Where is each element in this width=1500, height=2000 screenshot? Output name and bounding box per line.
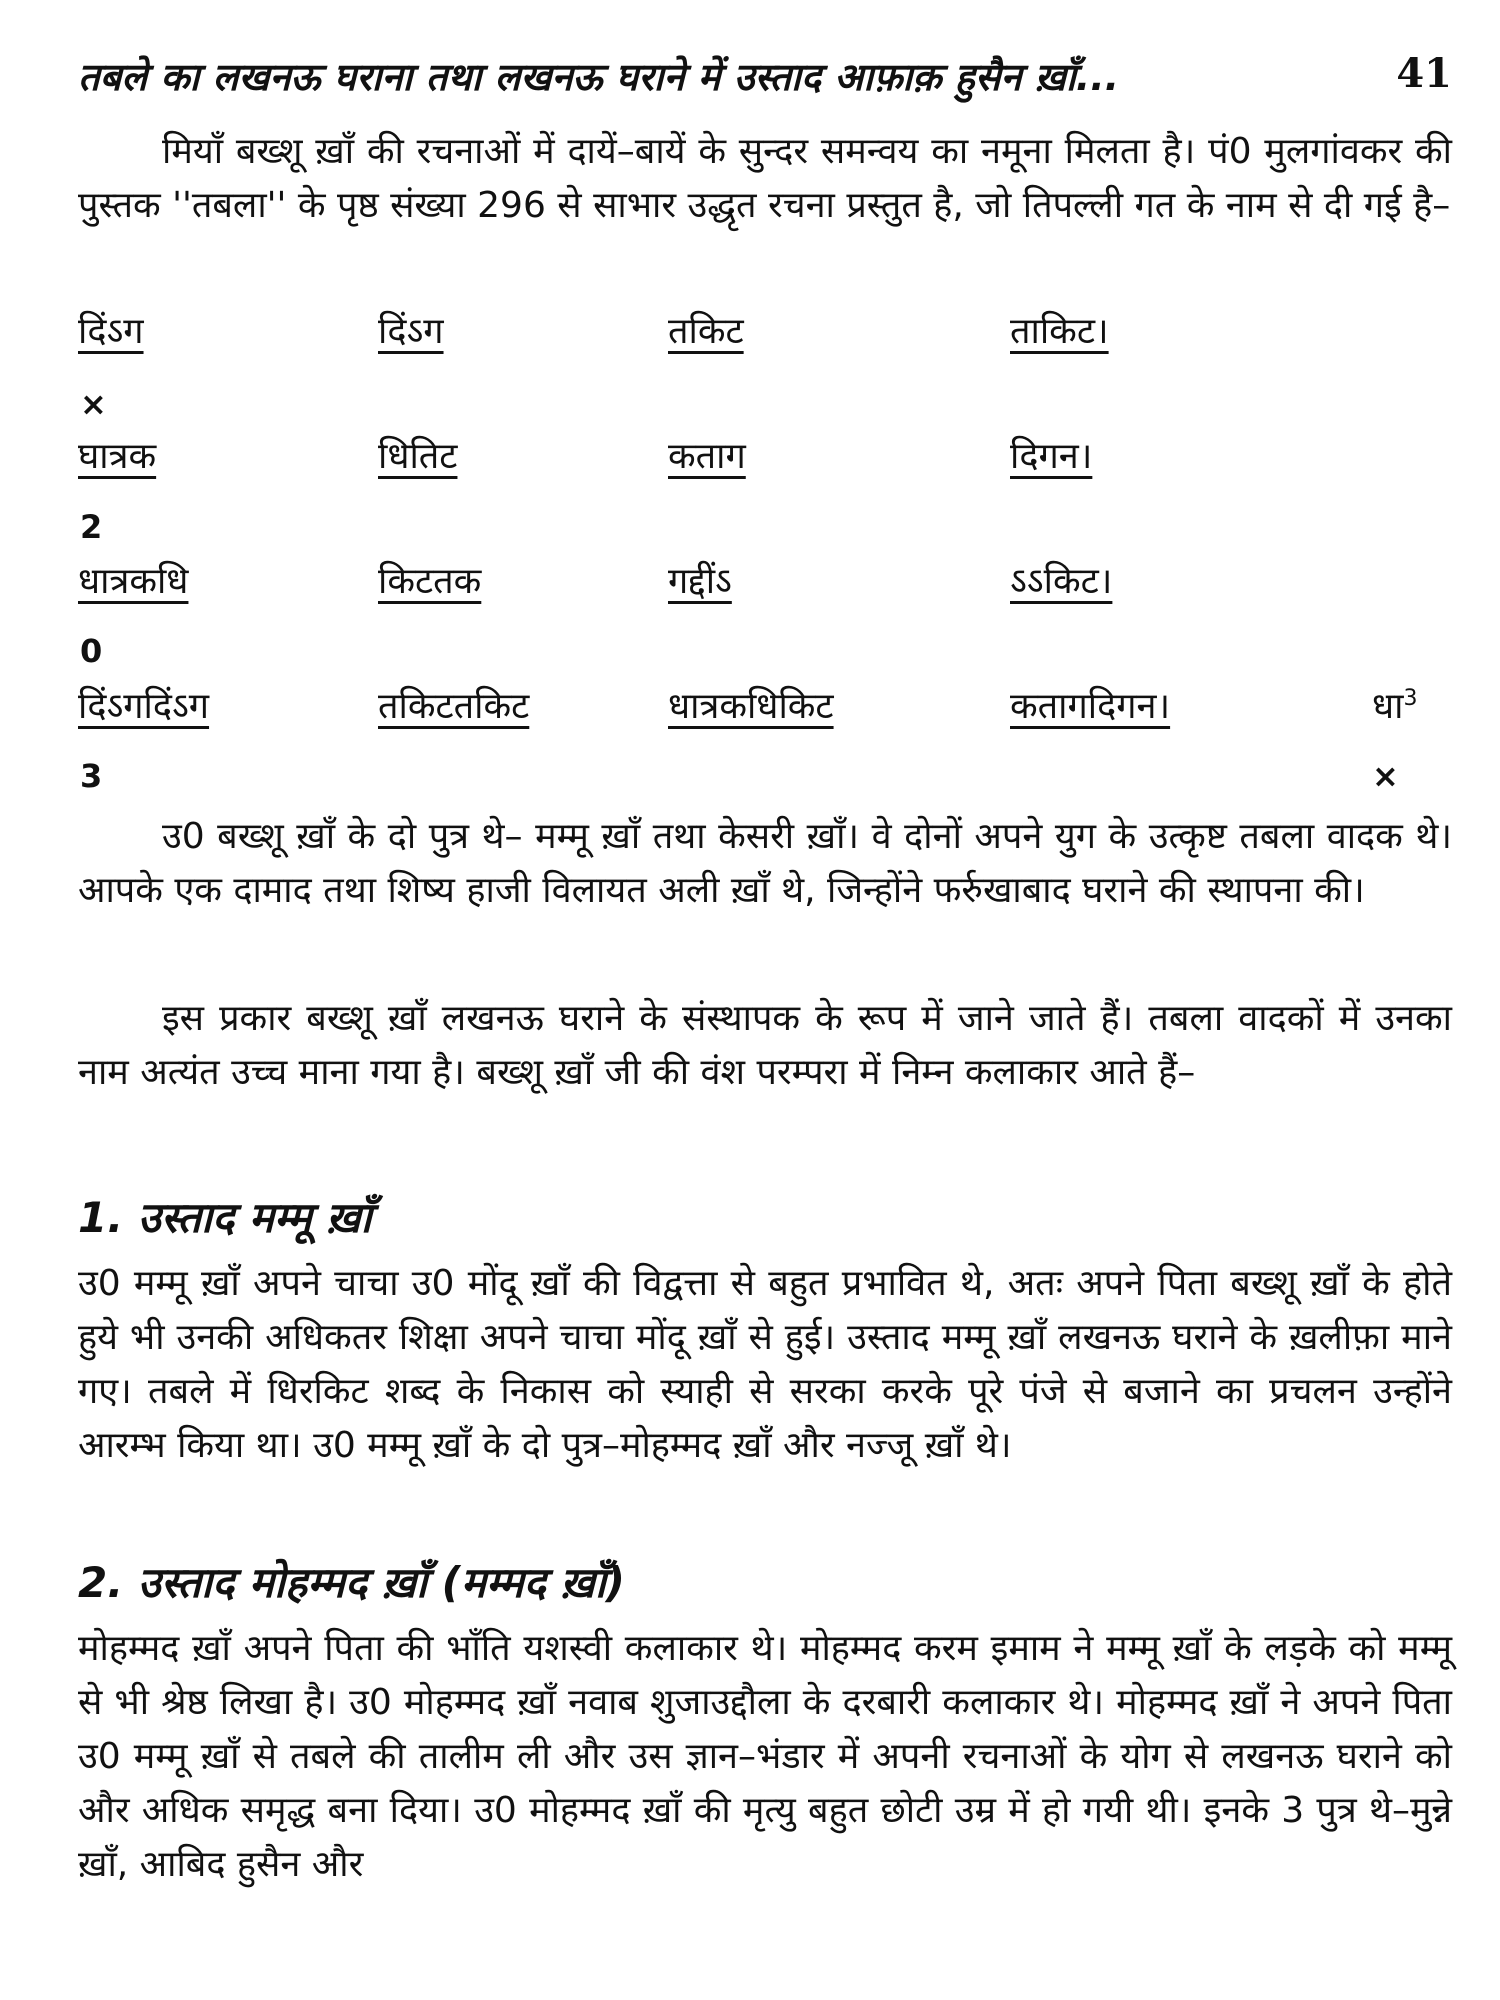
page-number: 41	[1396, 50, 1452, 97]
taal-mark: 2	[80, 508, 103, 546]
bol-cell: दिंऽग	[378, 311, 444, 352]
bol-cell: ऽऽकिट।	[1010, 561, 1113, 602]
bol-cell: तकिट	[668, 311, 744, 352]
page-header	[78, 50, 1452, 110]
sam-mark: ×	[1372, 757, 1399, 795]
bol-cell: कतागदिगन।	[1010, 686, 1171, 727]
bol-cell: दिंऽग	[78, 311, 144, 352]
paragraph-sons: उ0 बख्शू ख़ाँ के दो पुत्र थे– मम्मू ख़ाँ तथा केसरी ख़ाँ। वे दोनों अपने युग के उत्कृष्ट तबला वादक थे। आपके एक दामाद तथा शिष्य हाजी विलायत अली ख़ाँ थे, जिन्होंने फर्रुखाबाद घराने की स्थापना की।	[78, 816, 1452, 911]
taal-mark: ×	[80, 385, 107, 423]
sam-bol: धा$^3$	[1372, 686, 1418, 727]
section-heading-mohammad-khan: 2. उस्ताद मोहम्मद ख़ाँ (मम्मद ख़ाँ)	[78, 1558, 625, 1607]
bol-cell: दिगन।	[1010, 436, 1093, 477]
bol-cell: दिंऽगदिंऽग	[78, 686, 210, 727]
bol-cell: घात्रक	[78, 436, 157, 477]
bol-cell: किटतक	[378, 561, 482, 602]
taal-mark: 0	[80, 632, 103, 670]
bol-cell: धात्रकधिकिट	[668, 686, 834, 727]
bol-cell: ताकिट।	[1010, 311, 1109, 352]
running-title: तबले का लखनऊ घराना तथा लखनऊ घराने में उस्ताद आफ़ाक़ हुसैन ख़ाँ...	[78, 55, 1120, 99]
section-body-mammu-khan: उ0 मम्मू ख़ाँ अपने चाचा उ0 मोंदू ख़ाँ की विद्वत्ता से बहुत प्रभावित थे, अतः अपने पिता बख्शू ख़ाँ के होते हुये भी उनकी अधिकतर शिक्षा अपने चाचा मोंदू ख़ाँ से हुई। उस्ताद मम्मू ख़ाँ लखनऊ घराने के ख़लीफ़ा माने गए। तबले में धिरकिट शब्द के निकास को स्याही से सरका करके पूरे पंजे से बजाने का प्रचलन उन्होंने आरम्भ किया था। उ0 मम्मू ख़ाँ के दो पुत्र–मोहम्मद ख़ाँ और नज्जू ख़ाँ थे।	[78, 1263, 1452, 1466]
bol-cell: गद्दींऽ	[668, 561, 732, 602]
bol-cell: धितिट	[378, 436, 458, 477]
intro-paragraph: मियाँ बख्शू ख़ाँ की रचनाओं में दायें–बायें के सुन्दर समन्वय का नमूना मिलता है। पं0 मुलगांवकर की पुस्तक ''तबला'' के पृष्ठ संख्या 296 से साभार उद्धृत रचना प्रस्तुत है, जो तिपल्ली गत के नाम से दी गई है–	[78, 131, 1452, 226]
section-heading-mammu-khan: 1. उस्ताद मम्मू ख़ाँ	[78, 1193, 372, 1242]
bol-cell: कताग	[668, 436, 746, 477]
bol-cell: धात्रकधि	[78, 561, 189, 602]
bol-cell: तकिटतकिट	[378, 686, 530, 727]
paragraph-lineage: इस प्रकार बख्शू ख़ाँ लखनऊ घराने के संस्थापक के रूप में जाने जाते हैं। तबला वादकों में उनका नाम अत्यंत उच्च माना गया है। बख्शू ख़ाँ जी की वंश परम्परा में निम्न कलाकार आते हैं–	[78, 998, 1452, 1093]
section-body-mohammad-khan: मोहम्मद ख़ाँ अपने पिता की भाँति यशस्वी कलाकार थे। मोहम्मद करम इमाम ने मम्मू ख़ाँ के लड़के को मम्मू से भी श्रेष्ठ लिखा है। उ0 मोहम्मद ख़ाँ नवाब शुजाउद्दौला के दरबारी कलाकार थे। मोहम्मद ख़ाँ ने अपने पिता उ0 मम्मू ख़ाँ से तबले की तालीम ली और उस ज्ञान–भंडार में अपनी रचनाओं के योग से लखनऊ घराने को और अधिक समृद्ध बना दिया। उ0 मोहम्मद ख़ाँ की मृत्यु बहुत छोटी उम्र में हो गयी थी। इनके 3 पुत्र थे–मुन्ने ख़ाँ, आबिद हुसैन और	[78, 1628, 1452, 1885]
taal-mark: 3	[80, 757, 103, 795]
